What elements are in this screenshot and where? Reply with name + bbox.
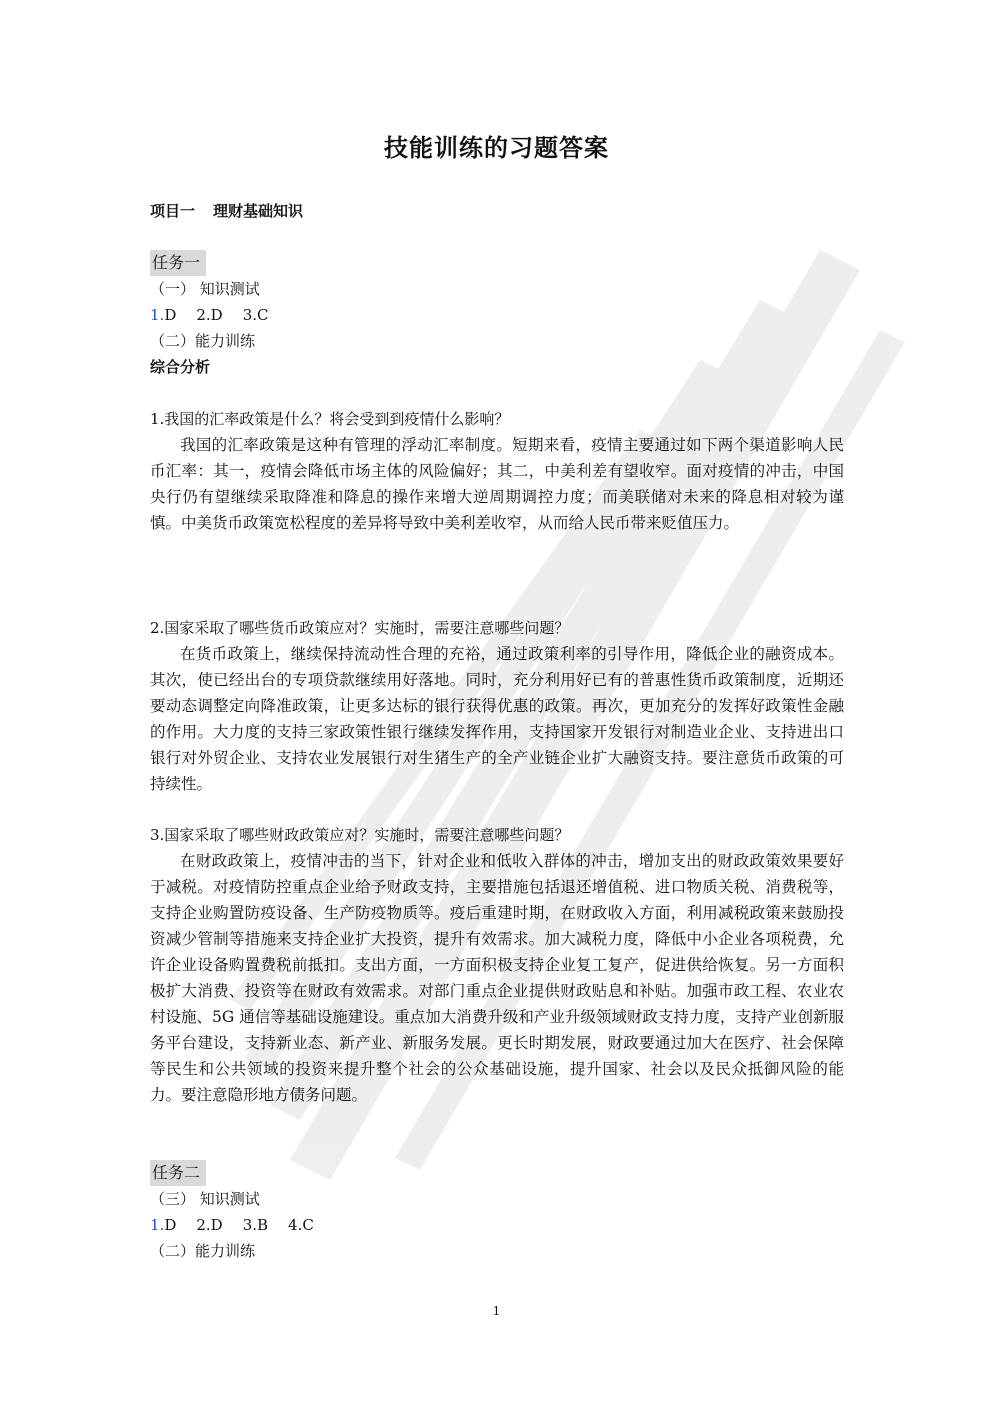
task1-answer-2: 2.D — [196, 306, 223, 324]
task1-label: 任务一 — [150, 250, 206, 276]
page-number: 1 — [492, 1304, 501, 1318]
page-title: 技能训练的习题答案 — [384, 134, 609, 162]
task2-knowledge-test: （三） 知识测试 — [150, 1190, 260, 1208]
task1-answers — [150, 302, 844, 328]
task2-answers — [150, 1212, 844, 1238]
answer-3: 在财政政策上，疫情冲击的当下，针对企业和低收入群体的冲击，增加支出的财政政策效果要好于减税。对疫情防控重点企业给予财政支持，主要措施包括退还增值税、进口物质关税、消费税等，支持企业购置防疫设备、生产防疫物质等。疫后重建时期，在财政收入方面，利用减税政策来鼓励投资减少管制等措施来支持企业扩大投资，提升有效需求。加大减税力度，降低中小企业各项税费，允许企业设备购置费税前抵扣。支出方面，一方面积极支持企业复工复产，促进供给恢复。另一方面积极扩大消费、投资等在财政有效需求。对部门重点企业提供财政贴息和补贴。加强市政工程、农业农村设施、5G 通信等基础设施建设。重点加大消费升级和产业升级领域财政支持力度，支持产业创新服务平台建设，支持新业态、新产业、新服务发展。更长时期发展，财政要通过加大在医疗、社会保障等民生和公共领域的投资来提升整个社会的公众基础设施，提升国家、社会以及民众抵御风险的能力。要注意隐形地方债务问题。 — [150, 852, 844, 1104]
task1-answer-1: D — [164, 306, 177, 324]
project-heading — [150, 200, 303, 221]
answer-2: 在货币政策上，继续保持流动性合理的充裕，通过政策利率的引导作用，降低企业的融资成本。其次，使已经出台的专项贷款继续用好落地。同时，充分利用好已有的普惠性货币政策制度，近期还要动态调整定向降准政策，让更多达标的银行获得优惠的政策。再次，更加充分的发挥好政策性金融的作用。大力度的支持三家政策性银行继续发挥作用，支持国家开发银行对制造业企业、支持进出口银行对外贸企业、支持农业发展银行对生猪生产的全产业链企业扩大融资支持。要注意货币政策的可持续性。 — [150, 645, 844, 793]
task1-answer-1-num: 1. — [150, 306, 165, 324]
task2-answer-4: 4.C — [288, 1216, 314, 1234]
task1-ability-training: （二）能力训练 — [150, 332, 256, 350]
question-1: 1.我国的汇率政策是什么？将会受到到疫情什么影响？ — [150, 410, 510, 428]
question-2-block — [150, 615, 844, 797]
task1-section — [150, 250, 844, 380]
comprehensive-analysis-heading: 综合分析 — [150, 358, 211, 376]
question-3-block — [150, 822, 844, 1108]
task1-answer-3: 3.C — [242, 306, 269, 324]
task1-knowledge-test: （一） 知识测试 — [150, 280, 260, 298]
task2-answer-3: 3.B — [242, 1216, 269, 1234]
answer-1: 我国的汇率政策是这种有管理的浮动汇率制度。短期来看，疫情主要通过如下两个渠道影响人民币汇率：其一，疫情会降低市场主体的风险偏好；其二，中美利差有望收窄。面对疫情的冲击，中国央行仍有望继续采取降准和降息的操作来增大逆周期调控力度；而美联储对未来的降息相对较为谨慎。中美货币政策宽松程度的差异将导致中美利差收窄，从而给人民币带来贬值压力。 — [150, 436, 844, 532]
task2-ability-training: （二）能力训练 — [150, 1242, 256, 1260]
question-1-block — [150, 406, 844, 536]
task2-answer-1: D — [164, 1216, 177, 1234]
task2-label: 任务二 — [150, 1160, 206, 1186]
task2-section — [150, 1160, 844, 1264]
question-2: 2.国家采取了哪些货币政策应对？实施时，需要注意哪些问题？ — [150, 619, 570, 637]
project-name: 理财基础知识 — [213, 202, 304, 220]
project-number: 项目一 — [150, 202, 196, 220]
task2-answer-2: 2.D — [196, 1216, 223, 1234]
question-3: 3.国家采取了哪些财政政策应对？实施时，需要注意哪些问题？ — [150, 826, 570, 844]
task2-answer-1-num: 1. — [150, 1216, 165, 1234]
